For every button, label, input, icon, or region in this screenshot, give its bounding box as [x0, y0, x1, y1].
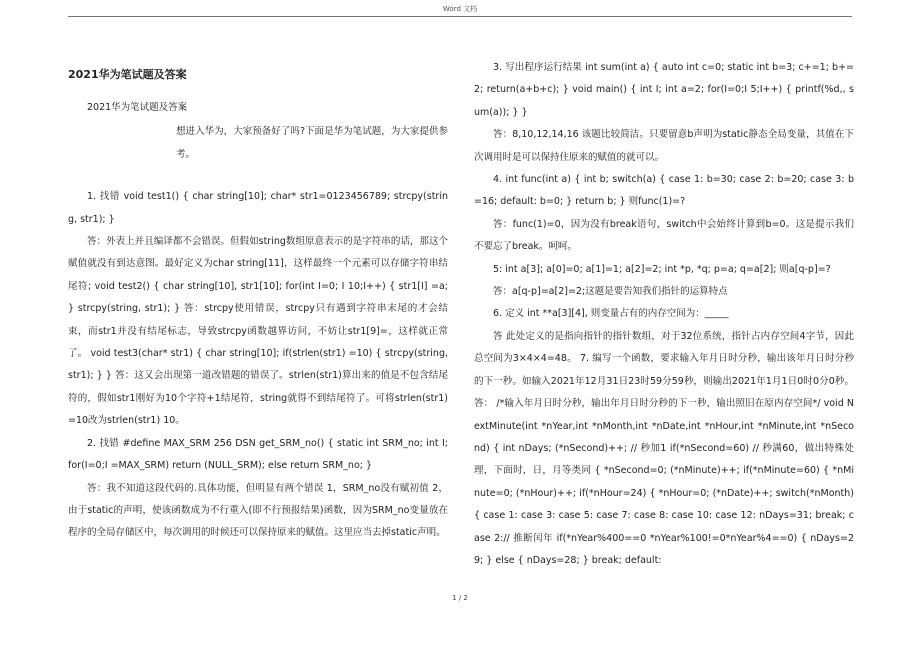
page-header: Word 文档 [442, 5, 478, 13]
header-divider [68, 16, 852, 17]
page-number: 1 / 2 [452, 594, 468, 602]
question-1: 1. 找错 void test1() { char string[10]; char* str1=0123456789; strcpy(string, str1); } [68, 191, 448, 225]
right-column [474, 57, 854, 572]
question-3: 3. 写出程序运行结果 int sum(int a) { auto int c=0; static int b=3; c+=1; b+=2; return(a+b+c); } void main() { int I; int a=2; for(I=0;I 5;I++) { printf(%d,, sum(a)); } } [474, 62, 854, 118]
answer-1: 答：外表上并且编译都不会错误。但假如string数组原意表示的是字符串的话，那这个赋值就没有到达意图。最好定义为char string[11]，这样最终一个元素可以存储字符串结尾符; void test2() { char string[10], str1[10]; for(int I=0; I 10;I++) { str1[I] =a; } strcpy(string, str1); } 答：strcpy使用错误，strcpy只有遇到字符串末尾的才会结束，而str1并没有结尾标志，导致strcpy函数越界访问，不妨让str1[9]=，这样就正常了。 void test3(char* str1) { char string[10]; if(strlen(str1) =10) { strcpy(string, str1); } } 答：这又会出现第一道改错题的错误了。strlen(str1)算出来的值是不包含结尾符的，假如str1刚好为10个字符+1结尾符，string就得不到结尾符了。可将strlen(str1) =10改为strlen(str1) 10。 [68, 236, 448, 427]
answer-5: 答：a[q-p]=a[2]=2;这题是要告知我们指针的运算特点 [493, 286, 728, 298]
document-subtitle: 2021华为笔试题及答案 [87, 102, 188, 113]
answer-4: 答：func(1)=0，因为没有break语句，switch中会始终计算到b=0。这是提示我们不要忘了break。呵呵。 [474, 218, 854, 253]
answer-2: 答：我不知道这段代码的.具体功能，但明显有两个错误 1，SRM_no没有赋初值 2，由于static的声明，使该函数成为不行重入(即不行预报结果)函数，因为SRM_no变量放在程序的全局存储区中，每次调用的时候还可以保持原来的赋值。这里应当去掉static声明。 [68, 482, 448, 539]
answer-6-and-question-7: 答 此处定义的是指向指针的指针数组，对于32位系统，指针占内存空间4字节，因此总空间为3×4×4=48。 7. 编写一个函数，要求输入年月日时分秒，输出该年月日时分秒的下一秒。如输入2021年12月31日23时59分59秒，则输出2021年1月1日0时0分0秒。 答： /*输入年月日时分秒，输出年月日时分秒的下一秒，输出照旧在原内存空间*/ void NextMinute(int *nYear,int *nMonth,int *nDate,int *nHour,int *nMinute,int *nSecond) { int nDays; (*nSecond)++; // 秒加1 if(*nSecond=60) // 秒满60，做出特殊处理，下面时，日，月等类同 { *nSecond=0; (*nMinute)++; if(*nMinute=60) { *nMinute=0; (*nHour)++; if(*nHour=24) { *nHour=0; (*nDate)++; switch(*nMonth) { case 1: case 3: case 5: case 7: case 8: case 10: case 12: nDays=31; break; case 2:// 推断闰年 if(*nYear%400==0 *nYear%100!=0*nYear%4==0) { nDays=29; } else { nDays=28; } break; default: [474, 330, 854, 566]
document-title: 2021华为笔试题及答案 [68, 68, 187, 81]
question-5: 5: int a[3]; a[0]=0; a[1]=1; a[2]=2; int *p, *q; p=a; q=a[2]; 则a[q-p]=? [493, 263, 831, 275]
intro-paragraph: 想进入华为，大家预备好了吗?下面是华为笔试题，为大家提供参考。 [176, 126, 448, 160]
answer-3: 答：8,10,12,14,16 该题比较简洁。只要留意b声明为static静态全局变量，其值在下次调用时是可以保持住原来的赋值的就可以。 [474, 129, 854, 163]
question-2: 2. 找错 #define MAX_SRM 256 DSN get_SRM_no() { static int SRM_no; int I; for(I=0;I =MAX_SRM) return (NULL_SRM); else return SRM_no; } [68, 437, 448, 472]
question-4: 4. int func(int a) { int b; switch(a) { case 1: b=30; case 2: b=20; case 3: b=16; default: b=0; } return b; } 则func(1)=? [474, 174, 854, 208]
left-column [68, 64, 448, 545]
question-6: 6. 定义 int **a[3][4], 则变量占有的内存空间为：_____ [493, 308, 729, 320]
